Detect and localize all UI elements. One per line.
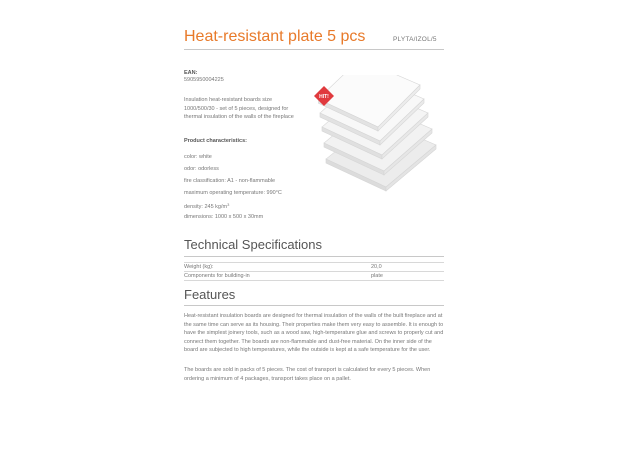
characteristic-max-temp: maximum operating temperature: 990°C [184, 190, 282, 196]
features-paragraph-2: The boards are sold in packs of 5 pieces. The cost of transport is calculated for every 5 pieces. When ordering a minimum of 4 packages, transport takes place on a pallet. [184, 367, 431, 382]
technical-specifications-title: Technical Specifications [184, 237, 323, 252]
row-value-components: plate [371, 273, 383, 279]
table-line [184, 280, 444, 281]
features-paragraph-1: Heat-resistant insulation boards are designed for thermal insulation of the walls of the built fireplace and at the same time can serve as its housing. Their properties make them very easy to assemble. It is enough to have the simplest joinery tools, such as a wood saw, high-temperature glue and screws to properly cut and connect them together. The boards are non-flammable and dust-free material. On the inner side of the board are subjected to high temperatures, while the outside is kept at a safe temperature for the user. [184, 313, 444, 353]
ean-value: 5905950004225 [184, 77, 224, 83]
characteristic-density [184, 202, 229, 210]
technical-divider [184, 256, 444, 257]
density-text: density: 245 kg/m [184, 204, 228, 210]
product-description: Insulation heat-resistant boards size 1000/500/30 - set of 5 pieces, designed for thermal insulation of the walls of the fireplace [184, 97, 294, 120]
features-title: Features [184, 287, 236, 302]
table-row [184, 272, 444, 280]
table-row [184, 263, 444, 271]
characteristic-fire-class: fire classification: A1 - non-flammable [184, 178, 276, 184]
features-divider [184, 305, 444, 306]
product-code: PLYTA/IZOL/5 [393, 36, 437, 43]
page-title: Heat-resistant plate 5 pcs [184, 28, 366, 45]
product-image-boards [318, 75, 444, 195]
hit-badge-text: HIT! [319, 93, 329, 100]
density-exponent: 3 [227, 202, 230, 207]
row-label-weight: Weight (kg): [184, 264, 214, 270]
characteristics-title: Product characteristics: [184, 138, 247, 144]
characteristic-dimensions: dimensions: 1000 x 500 x 30mm [184, 214, 264, 220]
row-label-components: Components for building-in [184, 273, 250, 279]
characteristic-odor: odor: odorless [184, 166, 219, 172]
row-value-weight: 20,0 [371, 264, 382, 270]
title-divider [184, 49, 444, 50]
ean-label: EAN: [184, 70, 198, 76]
characteristic-color: color: white [184, 154, 212, 160]
hit-badge [314, 86, 334, 106]
